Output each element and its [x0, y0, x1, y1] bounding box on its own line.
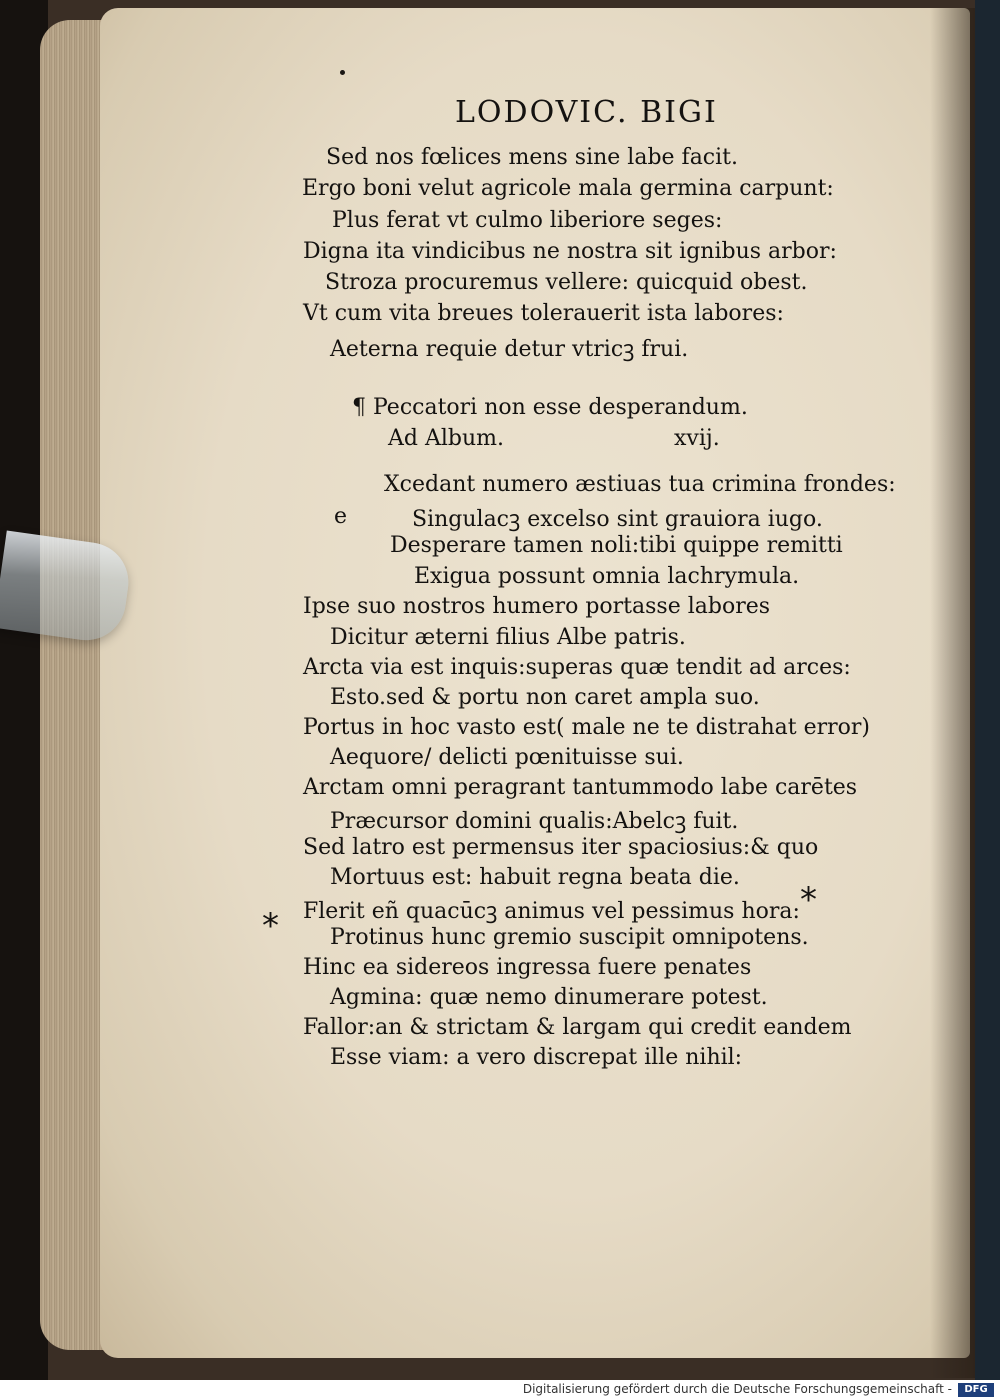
- verse-line: Ipse suo nostros humero portasse labores: [303, 594, 771, 619]
- verse-line: Flerit eñ quacūcꝫ animus vel pessimus hora:: [303, 899, 800, 924]
- margin-guide-letter: e: [334, 504, 348, 529]
- verse-line: Aeterna requie detur vtricꝫ frui.: [330, 337, 689, 362]
- verse-line: Ergo boni velut agricole mala germina carpunt:: [302, 176, 834, 201]
- verse-line: Fallor:an & strictam & largam qui credit eandem: [303, 1015, 852, 1040]
- verse-line: Aequore/ delicti pœnituisse sui.: [330, 745, 684, 770]
- verse-line: Xcedant numero æstiuas tua crimina frondes:: [384, 472, 896, 497]
- verse-line: Arcta via est inquis:superas quæ tendit ad arces:: [303, 655, 851, 680]
- footer-bar: [0, 1380, 1000, 1400]
- poem-number: xvij.: [674, 426, 720, 451]
- asterisk-mark: *: [262, 906, 279, 946]
- verse-line: Agmina: quæ nemo dinumerare potest.: [330, 985, 768, 1010]
- section-title: ¶ Peccatori non esse desperandum.: [352, 395, 748, 420]
- section-addressee: Ad Album.: [388, 426, 504, 451]
- verse-line: Portus in hoc vasto est( male ne te distrahat error): [303, 715, 870, 740]
- verse-line: Hinc ea sidereos ingressa fuere penates: [303, 955, 752, 980]
- verse-line: Singulacꝫ excelso sint grauiora iugo.: [412, 507, 823, 532]
- verse-line: Arctam omni peragrant tantummodo labe carētes: [303, 775, 858, 800]
- verse-line: Sed latro est permensus iter spaciosius:& quo: [303, 835, 819, 860]
- verse-line: Dicitur æterni filius Albe patris.: [330, 625, 686, 650]
- verse-line: Digna ita vindicibus ne nostra sit ignibus arbor:: [303, 239, 837, 264]
- verse-line: Esse viam: a vero discrepat ille nihil:: [330, 1045, 743, 1070]
- verse-line: Mortuus est: habuit regna beata die.: [330, 865, 740, 890]
- verse-line: Præcursor domini qualis:Abelcꝫ fuit.: [330, 809, 739, 834]
- verse-line: Protinus hunc gremio suscipit omnipotens.: [330, 925, 809, 950]
- book-spine: [975, 0, 1000, 1380]
- ink-dot: [340, 70, 345, 75]
- verse-line: Sed nos fœlices mens sine labe facit.: [326, 145, 738, 170]
- funding-credit: Digitalisierung gefördert durch die Deutsche Forschungsgemeinschaft -: [522, 1382, 952, 1396]
- asterisk-mark: *: [800, 880, 817, 920]
- verse-line: Stroza procuremus vellere: quicquid obest.: [325, 270, 808, 295]
- verse-line: Esto.sed & portu non caret ampla suo.: [330, 685, 760, 710]
- verse-line: Exigua possunt omnia lachrymula.: [414, 564, 800, 589]
- running-header: LODOVIC. BIGI: [455, 95, 718, 130]
- verse-line: Vt cum vita breues tolerauerit ista labores:: [303, 301, 784, 326]
- dfg-logo: DFG: [958, 1383, 994, 1397]
- verse-line: Desperare tamen noli:tibi quippe remitti: [390, 533, 843, 558]
- verse-line: Plus ferat vt culmo liberiore seges:: [332, 208, 723, 233]
